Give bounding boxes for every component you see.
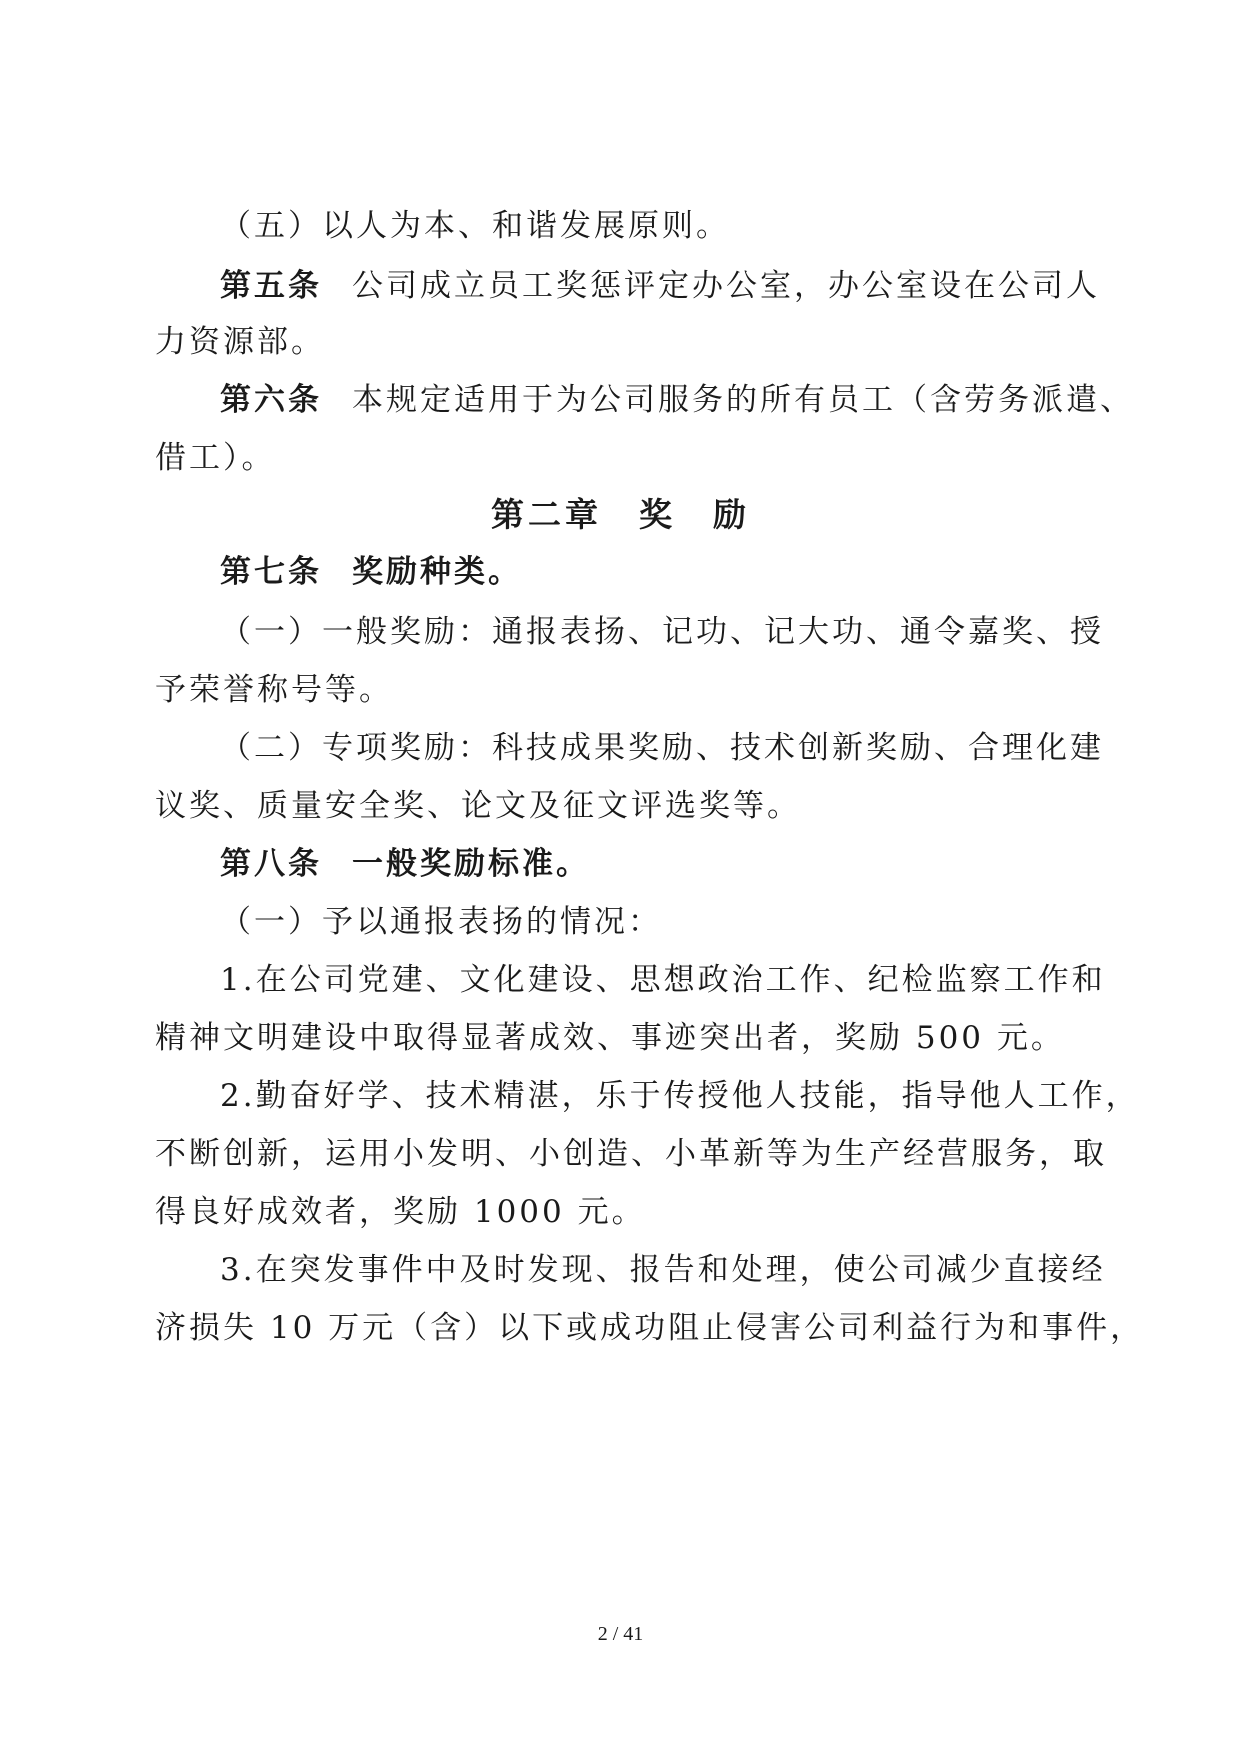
article-5-text: 公司成立员工奖惩评定办公室，办公室设在公司人 xyxy=(352,268,1100,304)
item-2-cont-1: 不断创新，运用小发明、小创造、小革新等为生产经营服务，取 xyxy=(155,1136,1107,1172)
article-7-item-2-cont: 议奖、质量安全奖、论文及征文评选奖等。 xyxy=(155,788,801,824)
article-6-cont: 借工）。 xyxy=(155,440,276,476)
article-7-item-1: （一）一般奖励：通报表扬、记功、记大功、通令嘉奖、授 xyxy=(220,614,1104,650)
item-1: 1.在公司党建、文化建设、思想政治工作、纪检监察工作和 xyxy=(220,962,1106,998)
article-7 xyxy=(220,552,1120,592)
article-6 xyxy=(220,380,1134,420)
item-1-cont: 精神文明建设中取得显著成效、事迹突出者，奖励 500 元。 xyxy=(155,1020,1065,1056)
item-2-cont-2: 得良好成效者，奖励 1000 元。 xyxy=(155,1194,646,1230)
article-8-item-1: （一）予以通报表扬的情况： xyxy=(220,904,662,940)
article-8 xyxy=(220,844,1120,884)
article-7-item-2: （二）专项奖励：科技成果奖励、技术创新奖励、合理化建 xyxy=(220,730,1104,766)
article-7-text: 奖励种类。 xyxy=(352,554,522,590)
article-8-text: 一般奖励标准。 xyxy=(352,846,590,882)
article-5-label: 第五条 xyxy=(220,268,322,304)
article-7-label: 第七条 xyxy=(220,554,322,590)
article-7-item-1-cont: 予荣誉称号等。 xyxy=(155,672,393,708)
principle-5: （五）以人为本、和谐发展原则。 xyxy=(220,208,730,244)
article-5 xyxy=(220,266,1120,306)
article-6-text: 本规定适用于为公司服务的所有员工（含劳务派遣、 xyxy=(352,382,1134,418)
article-6-label: 第六条 xyxy=(220,382,322,418)
item-3-cont: 济损失 10 万元（含）以下或成功阻止侵害公司利益行为和事件， xyxy=(155,1310,1145,1346)
article-5-cont: 力资源部。 xyxy=(155,324,325,360)
page-number: 2 / 41 xyxy=(597,1623,644,1645)
item-3: 3.在突发事件中及时发现、报告和处理，使公司减少直接经 xyxy=(220,1252,1106,1288)
item-2: 2.勤奋好学、技术精湛，乐于传授他人技能，指导他人工作， xyxy=(220,1078,1140,1114)
chapter-2-heading: 第二章 奖 励 xyxy=(491,495,750,534)
article-8-label: 第八条 xyxy=(220,846,322,882)
